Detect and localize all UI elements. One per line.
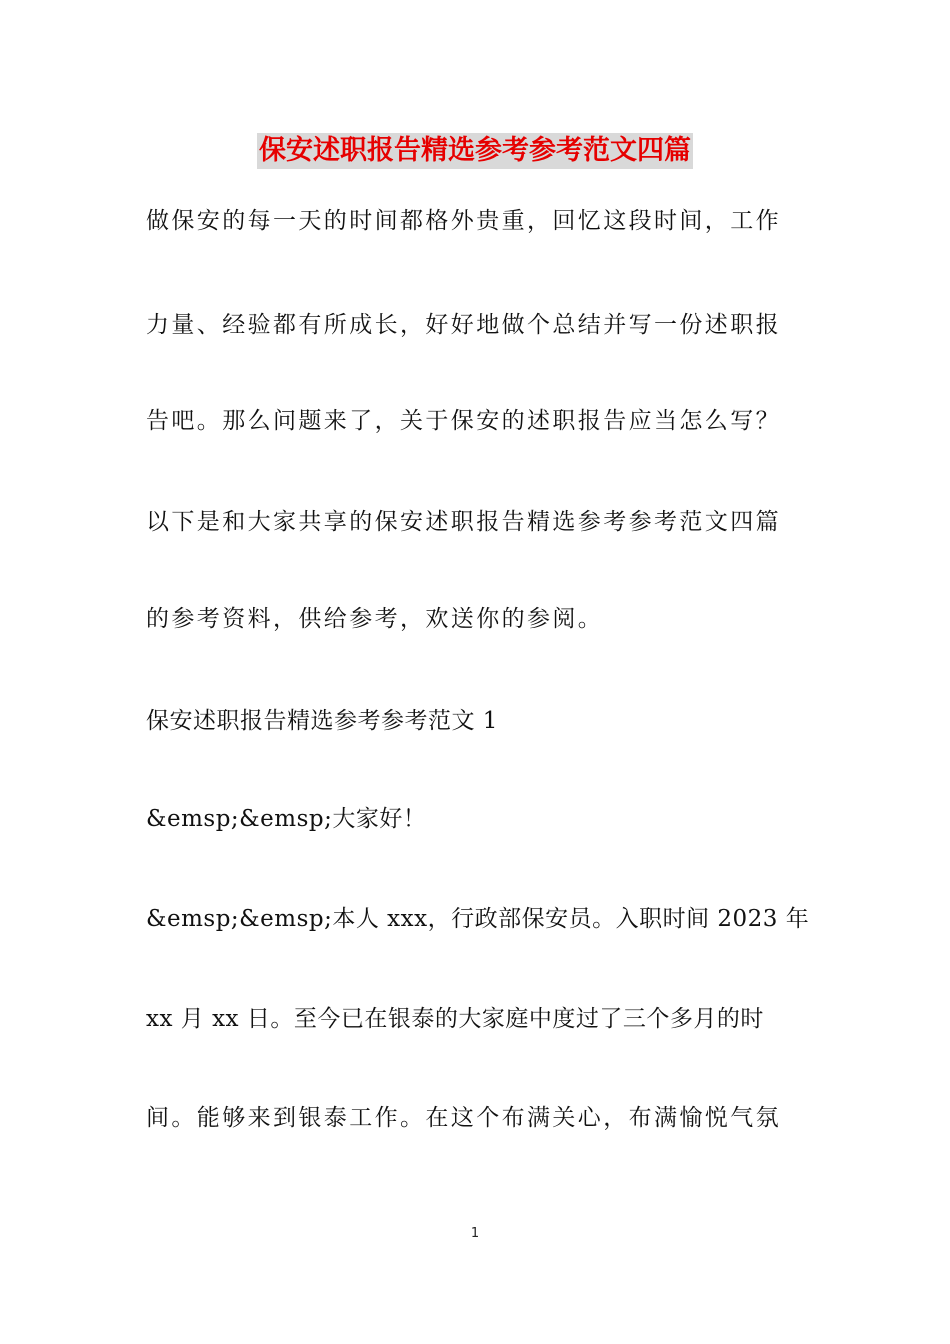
paragraph-line: 力量、经验都有所成长，好好地做个总结并写一份述职报	[146, 312, 781, 338]
paragraph-line: 做保安的每一天的时间都格外贵重，回忆这段时间，工作	[146, 208, 781, 234]
title-container	[0, 133, 950, 169]
paragraph-line: &emsp;&emsp;大家好！	[146, 806, 427, 832]
paragraph-line: 以下是和大家共享的保安述职报告精选参考参考范文四篇	[146, 509, 781, 535]
paragraph-line: 告吧。那么问题来了，关于保安的述职报告应当怎么写？	[146, 408, 781, 434]
paragraph-line: 间。能够来到银泰工作。在这个布满关心，布满愉悦气氛	[146, 1105, 781, 1131]
document-title: 保安述职报告精选参考参考范文四篇	[257, 133, 693, 169]
page-number: 1	[470, 1226, 480, 1241]
paragraph-line: xx 月 xx 日。至今已在银泰的大家庭中度过了三个多月的时	[146, 1006, 764, 1032]
section-heading: 保安述职报告精选参考参考范文 1	[146, 708, 498, 734]
paragraph-line: &emsp;&emsp;本人 xxx，行政部保安员。入职时间 2023 年	[146, 906, 810, 932]
paragraph-line: 的参考资料，供给参考，欢送你的参阅。	[146, 606, 604, 632]
